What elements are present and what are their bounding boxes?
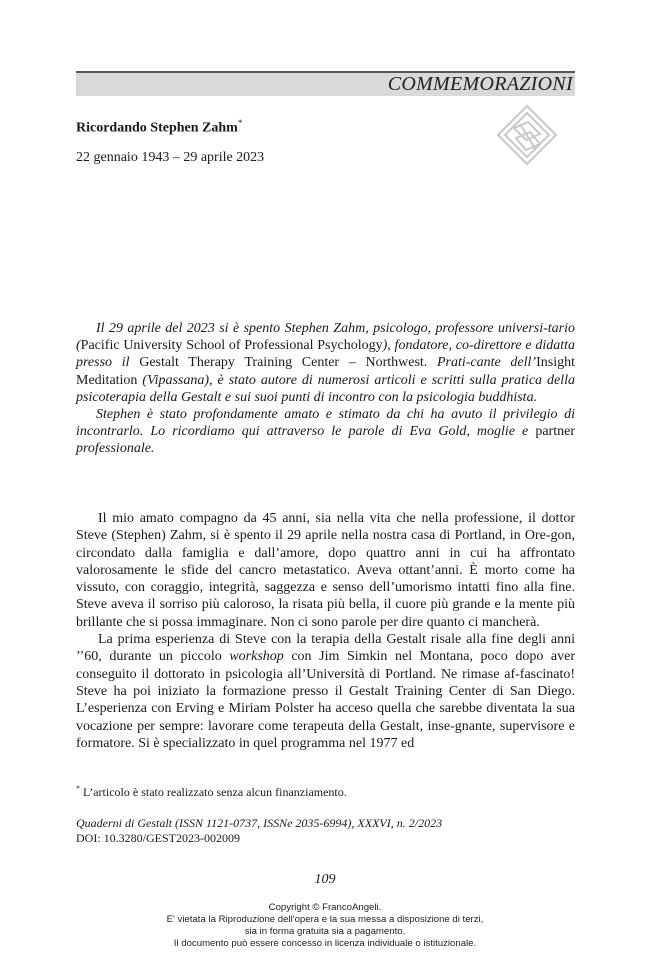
section-title: COMMEMORAZIONI xyxy=(387,73,573,95)
abstract xyxy=(76,320,575,458)
abstract-paragraph xyxy=(76,406,575,458)
text-run: Il 29 aprile del 2023 si è spento Stephen Zahm, psicologo, professore universi-tario ( xyxy=(76,321,575,354)
citation xyxy=(76,816,442,846)
body-paragraph xyxy=(76,510,575,631)
section-header-band xyxy=(76,71,575,96)
article-title: Ricordando Stephen Zahm* xyxy=(76,118,243,136)
footnote: * L’articolo è stato realizzato senza alcun finanziamento. xyxy=(76,784,347,799)
text-run: professionale. xyxy=(76,441,155,457)
text-run: La prima esperienza di Steve con la terapia della Gestalt risale alla fine degli anni ’’60, durante un piccolo xyxy=(76,632,575,665)
copyright-line: Il documento può essere concesso in licenza individuale o istituzionale. xyxy=(173,938,477,949)
text-run: (Vipassana), è stato autore di numerosi articoli e scritti sulla pratica della psicoterapia della Gestalt e sui suoi punti di incontro con la psicologia buddhista. xyxy=(76,372,575,405)
text-run: Gestalt Therapy Training Center – Northwest. xyxy=(139,355,428,371)
abstract-paragraph xyxy=(76,320,575,406)
text-run: workshop xyxy=(229,649,284,665)
text-run: Pacific University School of Professional Psychology xyxy=(80,338,383,354)
body-paragraph xyxy=(76,631,575,752)
page-number: 109 xyxy=(314,872,336,887)
copyright-notice xyxy=(0,902,650,950)
life-dates: 22 gennaio 1943 – 29 aprile 2023 xyxy=(76,150,265,165)
body-text xyxy=(76,510,575,752)
text-run: con Jim Simkin nel Montana, poco dopo aver conseguito il dottorato in psicologia all’Università di Portland. Ne rimase af-fascinato! Steve ha poi iniziato la formazione presso il Gestalt Training Center di San Diego. L’esperienza con Erving e Miriam Polster ha acceso quella che sarebbe diventata la sua vocazione per sempre: lavorare come terapeuta della Gestalt, inse-gnante, supervisore e formatore. Si è specializzato in quel programma nel 1977 ed xyxy=(76,649,575,751)
footnote-marker[interactable]: * xyxy=(237,118,243,128)
journal-logo-icon xyxy=(496,104,558,166)
text-run: Stephen è stato profondamente amato e stimato da chi ha avuto il privilegio di incontrarlo. Lo ricordiamo qui attraverso le parole di Eva Gold, moglie e xyxy=(76,407,575,440)
text-run: Insight Meditation xyxy=(76,355,575,388)
text-run: Il mio amato compagno da 45 anni, sia nella vita che nella professione, il dottor Steve (Stephen) Zahm, si è spento il 29 aprile nella nostra casa di Portland, in Ore-gon, circondato dalla famiglia e dall’amore, dopo quattro anni in cui ha affrontato valorosamente le sfide del cancro metastatico. Aveva ottant’anni. È morto come ha vissuto, con coraggio, integrità, saggezza e senso dell’umorismo intatti fino alla fine. Steve aveva il sorriso più caloroso, la risata più bella, il cuore più grande e la mente più brillante che si possa immaginare. Non ci sono parole per dire quanto ci mancherà. xyxy=(76,511,575,630)
text-run: ), fondatore, co-direttore e didatta presso il xyxy=(76,338,576,371)
text-run: Prati-cante dell’ xyxy=(427,355,537,371)
copyright-line: sia in forma gratuita sia a pagamento. xyxy=(244,926,406,937)
copyright-line: Copyright © FrancoAngeli. xyxy=(268,902,382,913)
copyright-line: E' vietata la Riproduzione dell'opera e la sua messa a disposizione di terzi, xyxy=(166,914,484,925)
doi[interactable]: DOI: 10.3280/GEST2023-002009 xyxy=(76,831,240,845)
text-run: partner xyxy=(535,424,575,440)
journal-citation: Quaderni di Gestalt (ISSN 1121-0737, ISSNe 2035-6994), XXXVI, n. 2/2023 xyxy=(76,816,443,830)
